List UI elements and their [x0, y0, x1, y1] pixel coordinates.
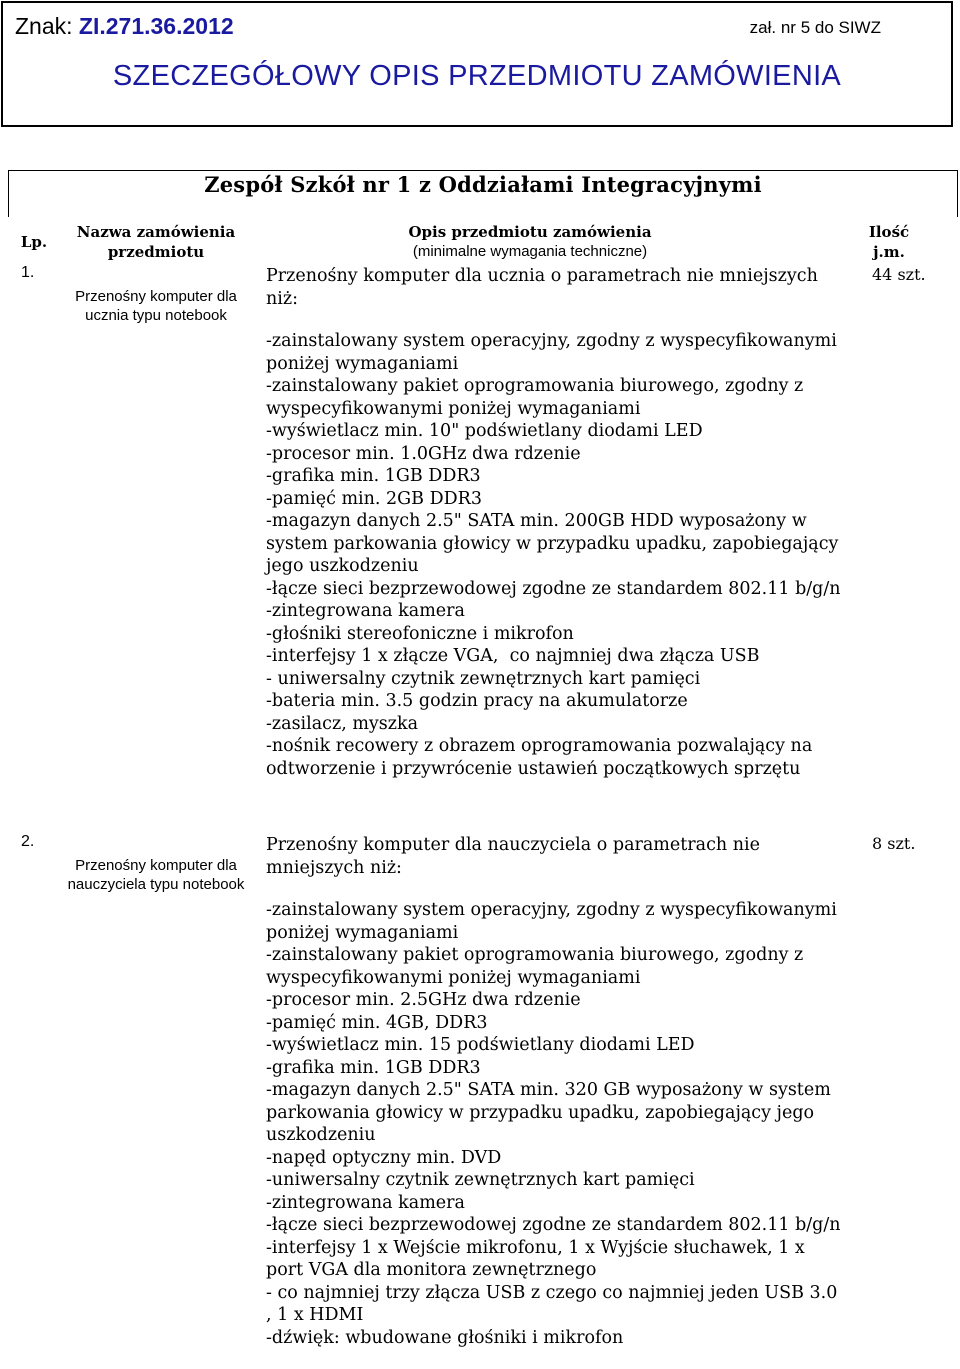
column-header-quantity-line1: Ilość — [868, 223, 910, 241]
item-spec-line: -dźwięk: wbudowane głośniki i mikrofon — [266, 1327, 624, 1348]
document-code-label: Znak: — [15, 13, 79, 39]
item-description-intro: Przenośny komputer dla nauczyciela o parametrach nie mniejszych niż: — [266, 835, 760, 878]
item-spec-line: -grafika min. 1GB DDR3 — [266, 466, 481, 486]
item-name: Przenośny komputer dla ucznia typu notebook — [75, 288, 237, 324]
item-spec-line: -łącze sieci bezprzewodowej zgodne ze standardem 802.11 b/g/n — [266, 1215, 841, 1235]
item-description — [266, 265, 846, 780]
school-name: Zespół Szkół nr 1 z Oddziałami Integracyjnymi — [204, 172, 762, 197]
item-quantity: 8 szt. — [872, 834, 916, 853]
item-spec-line: -uniwersalny czytnik zewnętrznych kart pamięci — [266, 1170, 695, 1190]
item-number: 1. — [21, 264, 35, 281]
item-spec-list — [266, 899, 846, 1349]
item-spec-line: -zainstalowany pakiet oprogramowania biurowego, zgodny z wyspecyfikowanymi poniżej wymaganiami — [266, 376, 809, 419]
item-spec-line: -głośniki stereofoniczne i mikrofon — [266, 623, 574, 644]
annex-label: zał. nr 5 do SIWZ — [749, 18, 881, 37]
item-spec-line: -magazyn danych 2.5" SATA min. 320 GB wyposażony w system parkowania głowicy w przypadku upadku, zapobiegający jego uszkodzeniu — [266, 1080, 837, 1145]
item-spec-line: -wyświetlacz min. 15 podświetlany diodami LED — [266, 1035, 695, 1055]
column-header-name-line1: Nazwa zamówienia — [76, 223, 236, 241]
item-description — [266, 834, 846, 1349]
item-spec-line: - co najmniej trzy złącza USB z czego co najmniej jeden USB 3.0 , 1 x HDMI — [266, 1282, 843, 1325]
column-header-description — [270, 222, 790, 262]
column-header-lp: Lp. — [20, 233, 48, 251]
document-code — [15, 13, 234, 40]
column-header-quantity — [864, 222, 914, 262]
item-spec-line: -grafika min. 1GB DDR3 — [266, 1057, 481, 1078]
column-header-description-line1: Opis przedmiotu zamówienia — [408, 223, 652, 241]
item-spec-line: - uniwersalny czytnik zewnętrznych kart pamięci — [266, 668, 701, 689]
item-spec-line: -zainstalowany system operacyjny, zgodny z wyspecyfikowanymi poniżej wymaganiami — [266, 900, 843, 943]
item-quantity: 44 szt. — [872, 265, 926, 284]
item-spec-line: -zasilacz, myszka — [266, 713, 419, 734]
item-name: Przenośny komputer dla nauczyciela typu notebook — [67, 857, 245, 893]
column-header-name — [66, 222, 246, 262]
item-spec-line: -bateria min. 3.5 godzin pracy na akumulatorze — [266, 691, 688, 711]
column-header-quantity-line2: j.m. — [873, 243, 905, 261]
item-spec-list — [266, 330, 846, 780]
column-header-description-line2: (minimalne wymagania techniczne) — [412, 243, 648, 260]
item-spec-line: -zainstalowany system operacyjny, zgodny z wyspecyfikowanymi poniżej wymaganiami — [266, 331, 843, 374]
item-spec-line: -zainstalowany pakiet oprogramowania biurowego, zgodny z wyspecyfikowanymi poniżej wymaganiami — [266, 945, 809, 988]
item-spec-line: -wyświetlacz min. 10" podświetlany diodami LED — [266, 421, 703, 441]
item-spec-line: -nośnik recowery z obrazem oprogramowania pozwalający na odtworzenie i przywrócenie ustawień początkowych sprzętu — [266, 736, 818, 779]
item-spec-line: -zintegrowana kamera — [266, 1192, 465, 1213]
item-number: 2. — [21, 833, 35, 850]
document-title: SZECZEGÓŁOWY OPIS PRZEDMIOTU ZAMÓWIENIA — [112, 60, 842, 92]
item-spec-line: -interfejsy 1 x Wejście mikrofonu, 1 x Wyjście słuchawek, 1 x port VGA dla monitora zewnętrznego — [266, 1237, 811, 1280]
item-spec-line: -napęd optyczny min. DVD — [266, 1147, 502, 1168]
item-spec-line: -procesor min. 1.0GHz dwa rdzenie — [266, 443, 581, 464]
document-header — [1, 1, 953, 127]
document-code-value: ZI.271.36.2012 — [78, 13, 234, 39]
item-description-intro: Przenośny komputer dla ucznia o parametrach nie mniejszych niż: — [266, 266, 818, 309]
item-spec-line: -pamięć min. 4GB, DDR3 — [266, 1012, 488, 1033]
item-spec-line: -procesor min. 2.5GHz dwa rdzenie — [266, 990, 581, 1010]
school-header — [8, 170, 958, 217]
column-header-name-line2: przedmiotu — [107, 243, 205, 261]
item-spec-line: -zintegrowana kamera — [266, 601, 465, 621]
item-spec-line: -łącze sieci bezprzewodowej zgodne ze standardem 802.11 b/g/n — [266, 578, 841, 599]
item-spec-line: -pamięć min. 2GB DDR3 — [266, 488, 482, 509]
item-spec-line: -interfejsy 1 x złącze VGA, co najmniej dwa złącza USB — [266, 646, 760, 666]
item-spec-line: -magazyn danych 2.5" SATA min. 200GB HDD wyposażony w system parkowania głowicy w przypadku upadku, zapobiegający jego uszkodzeniu — [266, 511, 844, 576]
